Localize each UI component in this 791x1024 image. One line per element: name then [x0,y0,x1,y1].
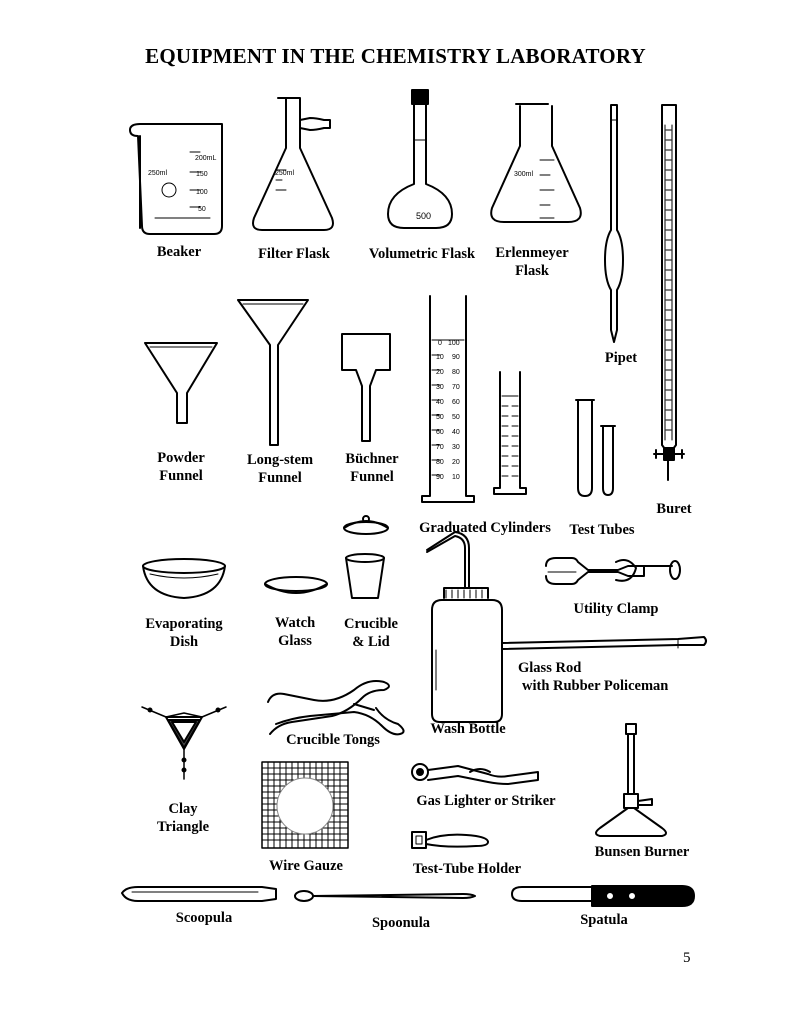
crucible-lid-illustration [344,516,388,598]
label-buchner-line1: Büchner [345,451,399,467]
label-erlenmeyer-flask [486,244,578,280]
filter-flask-volume-text: 250ml [275,170,295,177]
cyl-mark-100: 100 [448,340,460,347]
page-number: 5 [683,950,691,966]
bunsen-burner-illustration [596,724,666,836]
erlenmeyer-volume-text: 300ml [514,171,534,178]
label-buret: Buret [656,501,692,517]
label-longstem-line1: Long-stem [246,452,314,468]
label-long-stem-funnel [238,451,322,487]
cyl-mark-20: 20 [436,369,444,376]
cyl-mark-10b: 10 [452,474,460,481]
cyl-mark-40b: 40 [452,429,460,436]
cyl-mark-80b: 80 [436,459,444,466]
label-glass-rod [518,659,688,695]
cyl-mark-80: 80 [452,369,460,376]
pipet-illustration [605,105,623,342]
graduated-cylinder-small-illustration [494,372,526,494]
test-tubes-illustration [576,400,615,496]
label-watch-line2: Glass [278,633,312,649]
cyl-mark-40: 40 [436,399,444,406]
buret-illustration [654,105,684,480]
beaker-mark-200: 200mL [195,155,217,162]
cyl-mark-90b: 90 [436,474,444,481]
scoopula-illustration [122,887,276,901]
label-gas-lighter: Gas Lighter or Striker [416,793,556,809]
beaker-mark-50: 50 [198,206,206,213]
long-stem-funnel-illustration [238,300,308,445]
label-erlenmeyer-line1: Erlenmeyer [495,245,569,261]
label-watch-line1: Watch [274,615,316,631]
volumetric-flask-illustration [388,90,452,228]
cyl-mark-50a: 50 [436,414,444,421]
label-test-tube-holder: Test-Tube Holder [412,861,522,877]
wire-gauze-illustration [262,762,348,848]
label-filter-flask: Filter Flask [258,246,330,262]
label-utility-clamp: Utility Clamp [573,601,659,617]
crucible-tongs-illustration [268,681,404,734]
label-test-tubes: Test Tubes [569,522,635,538]
label-bunsen-burner: Bunsen Burner [594,844,690,860]
page-title: EQUIPMENT IN THE CHEMISTRY LABORATORY [145,44,646,68]
beaker-mark-100: 100 [196,189,208,196]
label-volumetric-flask: Volumetric Flask [368,246,476,262]
utility-clamp-illustration [546,558,680,584]
cyl-mark-30: 30 [436,384,444,391]
buchner-funnel-illustration [342,334,390,441]
powder-funnel-illustration [145,343,217,423]
cyl-mark-70b: 70 [436,444,444,451]
evaporating-dish-illustration [143,559,225,598]
label-longstem-line2: Funnel [258,470,302,486]
beaker-illustration [130,124,222,234]
spatula-illustration [512,886,694,906]
cyl-mark-60b: 60 [436,429,444,436]
graduated-cylinder-large-illustration [422,296,474,502]
label-powder-line2: Funnel [159,468,203,484]
filter-flask-illustration [253,98,333,230]
label-buchner-funnel [336,450,408,486]
spoonula-illustration [295,891,475,901]
label-wire-gauze: Wire Gauze [269,858,343,874]
label-pipet: Pipet [604,350,638,366]
label-watch-glass [262,614,328,650]
cyl-mark-50b: 50 [452,414,460,421]
label-crucible-lid [336,615,406,651]
label-evap-line2: Dish [169,634,199,650]
label-scoopula: Scoopula [175,910,233,926]
label-powder-funnel [142,449,220,485]
watch-glass-illustration [265,577,327,593]
label-crucible-tongs: Crucible Tongs [286,732,380,748]
label-clay-triangle [146,800,220,836]
label-glassrod-line1: Glass Rod [518,660,582,676]
cyl-mark-20b: 20 [452,459,460,466]
label-graduated-cylinders: Graduated Cylinders [419,520,551,536]
label-crucible-line2: & Lid [352,634,390,650]
cyl-mark-30b: 30 [452,444,460,451]
cyl-mark-70: 70 [452,384,460,391]
label-beaker: Beaker [156,244,202,260]
label-evap-line1: Evaporating [145,616,223,632]
label-glassrod-line2: with Rubber Policeman [522,678,669,694]
wash-bottle-illustration [427,532,502,722]
label-buchner-line2: Funnel [350,469,394,485]
beaker-mark-150: 150 [196,171,208,178]
label-clay-line2: Triangle [156,819,210,835]
volumetric-volume-text: 500 [416,211,432,221]
test-tube-holder-illustration [412,832,488,848]
label-crucible-line1: Crucible [344,616,398,632]
cyl-mark-60: 60 [452,399,460,406]
cyl-mark-10: 10 [436,354,444,361]
label-erlenmeyer-line2: Flask [515,263,549,279]
label-clay-line1: Clay [168,801,198,817]
label-powder-line1: Powder [157,450,205,466]
beaker-volume-text: 250ml [148,170,168,177]
label-spatula: Spatula [580,912,628,928]
cyl-mark-90: 90 [452,354,460,361]
clay-triangle-illustration [142,707,226,779]
cyl-mark-0: 0 [438,340,442,347]
gas-lighter-illustration [412,764,538,784]
glass-rod-illustration [502,637,706,649]
label-wash-bottle: Wash Bottle [430,721,506,737]
label-evaporating-dish [136,615,232,651]
label-spoonula: Spoonula [371,915,431,931]
erlenmeyer-flask-illustration [491,104,581,222]
